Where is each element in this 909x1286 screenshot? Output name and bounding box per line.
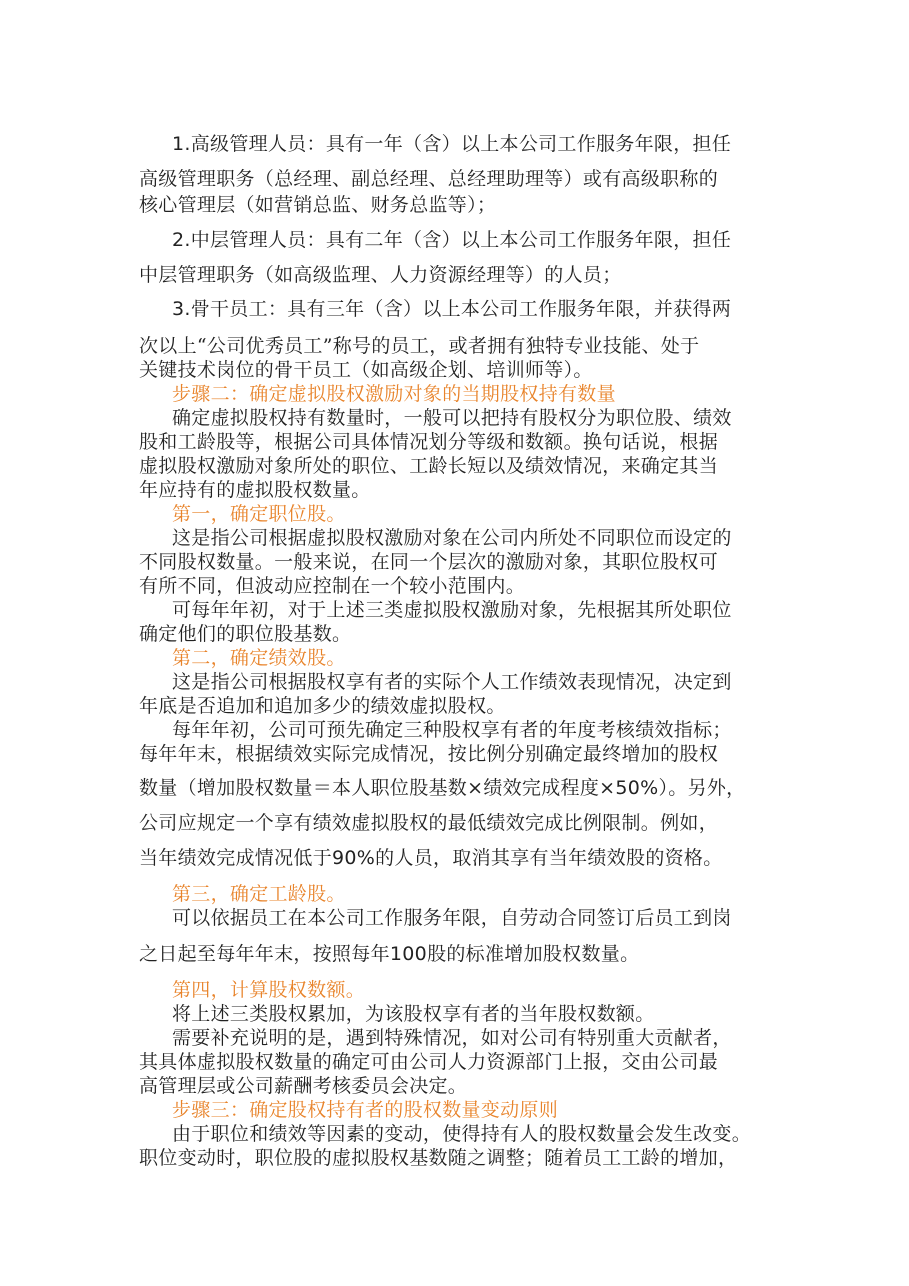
paragraph-line: 这是指公司根据股权享有者的实际个人工作绩效表现情况，决定到 [172, 671, 732, 693]
paragraph-line: 公司应规定一个享有绩效虚拟股权的最低绩效完成比例限制。例如， [139, 812, 719, 834]
paragraph-line: 不同股权数量。一般来说，在同一个层次的激励对象，其职位股权可 [139, 551, 719, 573]
section-heading: 第二，确定绩效股。 [172, 647, 346, 669]
paragraph-line: 之日起至每年年末，按照每年100股的标准增加股权数量。 [139, 943, 640, 965]
paragraph-line: 高管理层或公司薪酬考核委员会决定。 [139, 1075, 468, 1097]
paragraph-line: 年应持有的虚拟股权数量。 [139, 479, 371, 501]
paragraph-line: 由于职位和绩效等因素的变动，使得持有人的股权数量会发生改变。 [172, 1123, 752, 1145]
section-heading: 第四，计算股权数额。 [172, 979, 366, 1001]
section-heading: 步骤三：确定股权持有者的股权数量变动原则 [172, 1099, 559, 1121]
section-heading: 第一，确定职位股。 [172, 503, 346, 525]
paragraph-line: 有所不同，但波动应控制在一个较小范围内。 [139, 575, 526, 597]
paragraph-line: 可以依据员工在本公司工作服务年限，自劳动合同签订后员工到岗 [172, 907, 732, 929]
paragraph-line: 每年年初，公司可预先确定三种股权享有者的年度考核绩效指标； [172, 719, 732, 741]
paragraph-line: 可每年年初，对于上述三类虚拟股权激励对象，先根据其所处职位 [172, 599, 732, 621]
paragraph-line: 数量（增加股权数量＝本人职位股基数×绩效完成程度×50%）。另外， [139, 777, 746, 799]
paragraph-line: 2.中层管理人员：具有二年（含）以上本公司工作服务年限，担任 [172, 229, 732, 251]
paragraph-line: 其具体虚拟股权数量的确定可由公司人力资源部门上报，交由公司最 [139, 1051, 719, 1073]
paragraph-line: 职位变动时，职位股的虚拟股权基数随之调整；随着员工工龄的增加， [139, 1147, 738, 1169]
paragraph-line: 关键技术岗位的骨干员工（如高级企划、培训师等）。 [139, 359, 593, 381]
paragraph-line: 股和工龄股等，根据公司具体情况划分等级和数额。换句话说，根据 [139, 431, 719, 453]
paragraph-line: 年底是否追加和追加多少的绩效虚拟股权。 [139, 695, 506, 717]
paragraph-line: 虚拟股权激励对象所处的职位、工龄长短以及绩效情况，来确定其当 [139, 455, 719, 477]
paragraph-line: 每年年末，根据绩效实际完成情况，按比例分别确定最终增加的股权 [139, 743, 719, 765]
paragraph-line: 高级管理职务（总经理、副总经理、总经理助理等）或有高级职称的 [139, 168, 719, 190]
paragraph-line: 核心管理层（如营销总监、财务总监等）； [139, 194, 497, 216]
paragraph-line: 次以上“公司优秀员工”称号的员工，或者拥有独特专业技能、处于 [139, 335, 700, 357]
paragraph-line: 将上述三类股权累加，为该股权享有者的当年股权数额。 [172, 1003, 655, 1025]
paragraph-line: 需要补充说明的是，遇到特殊情况，如对公司有特别重大贡献者， [172, 1027, 732, 1049]
paragraph-line: 3.骨干员工：具有三年（含）以上本公司工作服务年限，并获得两 [172, 298, 732, 320]
paragraph-line: 1.高级管理人员：具有一年（含）以上本公司工作服务年限，担任 [172, 133, 732, 155]
paragraph-line: 中层管理职务（如高级监理、人力资源经理等）的人员； [139, 264, 622, 286]
section-heading: 第三，确定工龄股。 [172, 883, 346, 905]
paragraph-line: 确定他们的职位股基数。 [139, 623, 352, 645]
paragraph-line: 确定虚拟股权持有数量时，一般可以把持有股权分为职位股、绩效 [172, 407, 732, 429]
paragraph-line: 当年绩效完成情况低于90%的人员，取消其享有当年绩效股的资格。 [139, 847, 723, 869]
paragraph-line: 这是指公司根据虚拟股权激励对象在公司内所处不同职位而设定的 [172, 527, 732, 549]
section-heading: 步骤二：确定虚拟股权激励对象的当期股权持有数量 [172, 383, 616, 405]
